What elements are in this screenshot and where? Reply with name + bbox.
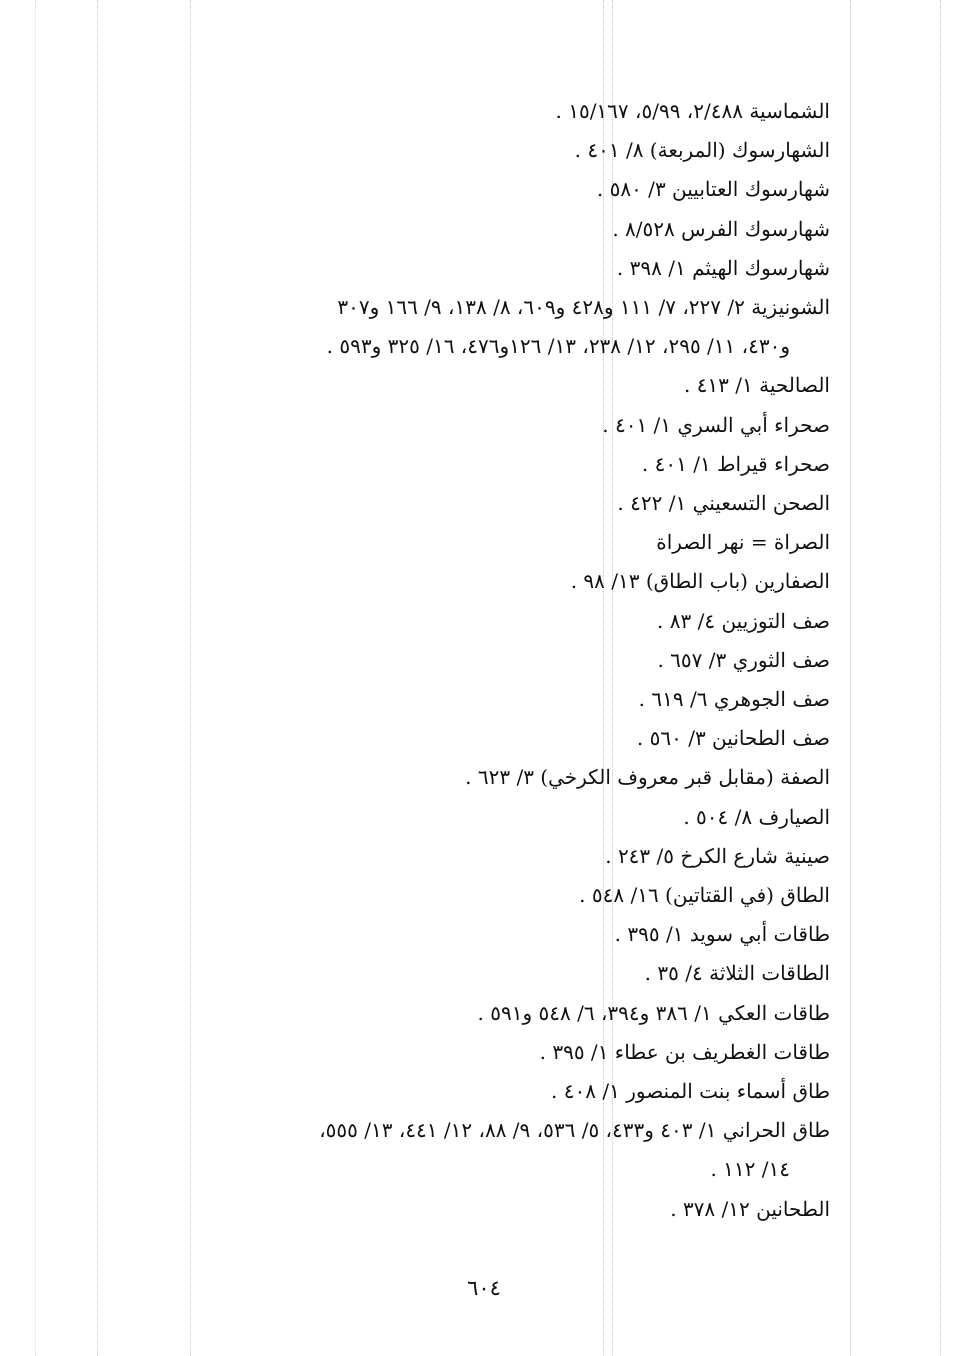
place-index-list xyxy=(120,92,830,1229)
index-entry: الطاقات الثلاثة ٤/ ٣٥ . xyxy=(644,961,830,986)
index-entry: الصفارين (باب الطاق) ١٣/ ٩٨ . xyxy=(570,569,830,594)
index-entry: صف التوزيين ٤/ ٨٣ . xyxy=(657,608,830,633)
index-entry: صف الطحانين ٣/ ٥٦٠ . xyxy=(636,726,830,751)
index-entry: طاقات العكي ١/ ٣٨٦ و٣٩٤، ٦/ ٥٤٨ و٥٩١ . xyxy=(477,1000,830,1025)
scan-guide-line xyxy=(940,0,941,1356)
index-entry: صف الثوري ٣/ ٦٥٧ . xyxy=(657,647,830,672)
index-entry-main: طاق الحراني ١/ ٤٠٣ و٤٣٣، ٥/ ٥٣٦، ٩/ ٨٨، ١٢/ ٤٤١، ١٣/ ٥٥٥، xyxy=(319,1118,830,1143)
index-entry: صينية شارع الكرخ ٥/ ٢٤٣ . xyxy=(605,843,830,868)
index-entry: الشماسية ٢/٤٨٨، ٥/٩٩، ١٥/١٦٧ . xyxy=(555,99,830,123)
index-entry: شهارسوك العتابيين ٣/ ٥٨٠ . xyxy=(596,177,830,202)
index-entry: الصراة = نهر الصراة xyxy=(656,530,830,555)
index-entry-main: الشونيزية ٢/ ٢٢٧، ٧/ ١١١ و٤٢٨ و٦٠٩، ٨/ ١٣٨، ٩/ ١٦٦ و٣٠٧ xyxy=(337,295,830,320)
index-entry: شهارسوك الهيثم ١/ ٣٩٨ . xyxy=(616,255,830,280)
index-entry: الطاق (في القتاتين) ١٦/ ٥٤٨ . xyxy=(579,883,830,908)
page-number: ٦٠٤ xyxy=(467,1276,501,1300)
index-entry: الصفة (مقابل قبر معروف الكرخي) ٣/ ٦٢٣ . xyxy=(465,765,830,790)
scan-guide-line xyxy=(850,0,851,1356)
scan-guide-line xyxy=(97,0,98,1356)
index-entry: صحراء قيراط ١/ ٤٠١ . xyxy=(641,451,830,476)
index-entry: شهارسوك الفرس ٨/٥٢٨ . xyxy=(612,216,830,241)
index-entry: طاق أسماء بنت المنصور ١/ ٤٠٨ . xyxy=(551,1079,830,1104)
index-entry: الصالحية ١/ ٤١٣ . xyxy=(683,373,830,398)
index-entry: طاقات أبي سويد ١/ ٣٩٥ . xyxy=(614,922,830,947)
index-entry: طاقات الغطريف بن عطاء ١/ ٣٩٥ . xyxy=(539,1039,830,1064)
index-entry-continuation: ١٤/ ١١٢ . xyxy=(710,1157,790,1182)
index-entry-multiline xyxy=(120,1111,830,1189)
index-entry: صف الجوهري ٦/ ٦١٩ . xyxy=(638,687,830,712)
index-entry: الطحانين ١٢/ ٣٧٨ . xyxy=(670,1196,830,1221)
index-entry: الصحن التسعيني ١/ ٤٢٢ . xyxy=(617,491,830,516)
index-entry: الشهارسوك (المربعة) ٨/ ٤٠١ . xyxy=(574,138,830,163)
index-entry: الصيارف ٨/ ٥٠٤ . xyxy=(683,804,830,829)
index-entry: صحراء أبي السري ١/ ٤٠١ . xyxy=(602,412,830,437)
scan-guide-line xyxy=(35,0,36,1356)
index-entry-continuation: و٤٣٠، ١١/ ٢٩٥، ١٢/ ٢٣٨، ١٣/ ١٢٦و٤٧٦، ١٦/ ٣٢٥ و٥٩٣ . xyxy=(326,334,790,359)
index-entry-multiline xyxy=(120,288,830,366)
